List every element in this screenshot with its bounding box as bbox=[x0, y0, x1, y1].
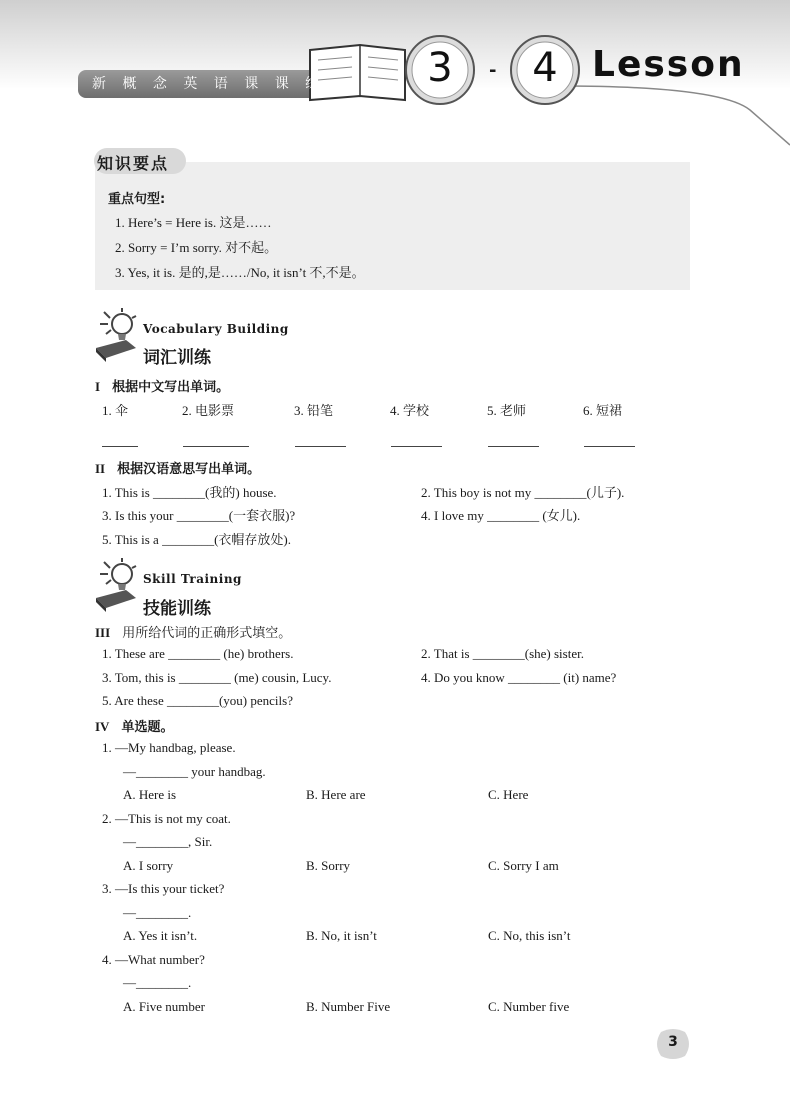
vocab-section-title-cn: 词汇训练 bbox=[143, 348, 211, 368]
mc-option-a[interactable]: A. I sorry bbox=[123, 858, 174, 873]
mc-option-a[interactable]: A. Five number bbox=[123, 999, 205, 1014]
lesson-start-number: 3 bbox=[427, 45, 453, 91]
fill-item: 5. Are these ________(you) pencils? bbox=[102, 693, 293, 708]
lightbulb-book-icon bbox=[92, 308, 140, 364]
mc-question: 4. —What number? bbox=[102, 952, 205, 967]
answer-blank[interactable] bbox=[183, 446, 249, 447]
mc-option-a[interactable]: A. Yes it isn’t. bbox=[123, 928, 198, 943]
mc-answer-line: —________ your handbag. bbox=[123, 764, 266, 779]
fill-item: 5. This is a ________(衣帽存放处). bbox=[102, 532, 291, 547]
lesson-dash: - bbox=[489, 60, 497, 81]
vocab-section-title-en: Vocabulary Building bbox=[143, 322, 289, 336]
question-3-number: III bbox=[95, 625, 111, 640]
mc-option-b[interactable]: B. Number Five bbox=[306, 999, 391, 1014]
fill-item: 3. Is this your ________(一套衣服)? bbox=[102, 508, 296, 523]
mc-answer-line: —________, Sir. bbox=[123, 834, 213, 849]
lesson-end-number: 4 bbox=[532, 45, 558, 91]
answer-blank[interactable] bbox=[584, 446, 635, 447]
mc-question: 3. —Is this your ticket? bbox=[102, 881, 225, 896]
question-3-heading bbox=[95, 622, 291, 641]
skill-section-title-en: Skill Training bbox=[143, 572, 242, 586]
key-point-line: 3. Yes, it is. 是的,是……/No, it isn’t 不,不是。 bbox=[115, 265, 365, 280]
fill-item: 2. This boy is not my ________(儿子). bbox=[421, 485, 625, 500]
fill-item: 1. This is ________(我的) house. bbox=[102, 485, 277, 500]
question-1-heading bbox=[95, 376, 229, 395]
mc-question: 2. —This is not my coat. bbox=[102, 811, 231, 826]
mc-option-c[interactable]: C. No, this isn’t bbox=[488, 928, 571, 943]
key-points-subtitle: 重点句型: bbox=[108, 192, 166, 207]
key-points-title: 知识要点 bbox=[97, 154, 170, 173]
vocab-item: 3. 铅笔 bbox=[294, 403, 334, 418]
fill-item: 4. I love my ________ (女儿). bbox=[421, 508, 581, 523]
answer-blank[interactable] bbox=[295, 446, 346, 447]
answer-blank[interactable] bbox=[102, 446, 138, 447]
question-4-number: IV bbox=[95, 719, 110, 734]
lesson-word: Lesson bbox=[592, 44, 745, 85]
vocab-item: 2. 电影票 bbox=[182, 403, 235, 418]
question-2-number: II bbox=[95, 461, 106, 476]
mc-option-c[interactable]: C. Number five bbox=[488, 999, 570, 1014]
fill-item: 4. Do you know ________ (it) name? bbox=[421, 670, 617, 685]
question-4-title: 单选题。 bbox=[121, 720, 174, 735]
mc-option-c[interactable]: C. Sorry I am bbox=[488, 858, 559, 873]
fill-item: 3. Tom, this is ________ (me) cousin, Lucy. bbox=[102, 670, 332, 685]
question-1-title: 根据中文写出单词。 bbox=[112, 380, 230, 395]
mc-answer-line: —________. bbox=[123, 975, 192, 990]
lightbulb-book-icon bbox=[92, 558, 140, 614]
question-4-heading bbox=[95, 716, 173, 735]
mc-option-a[interactable]: A. Here is bbox=[123, 787, 177, 802]
key-point-line: 2. Sorry = I’m sorry. 对不起。 bbox=[115, 240, 278, 255]
question-2-heading bbox=[95, 458, 260, 477]
mc-option-b[interactable]: B. Sorry bbox=[306, 858, 351, 873]
answer-blank[interactable] bbox=[488, 446, 539, 447]
question-1-number: I bbox=[95, 379, 101, 394]
skill-section-title-cn: 技能训练 bbox=[143, 599, 211, 619]
mc-answer-line: —________. bbox=[123, 905, 192, 920]
page-number: 3 bbox=[668, 1034, 678, 1050]
mc-option-b[interactable]: B. Here are bbox=[306, 787, 366, 802]
series-title: 新 概 念 英 语 课 课 练 1 bbox=[92, 76, 326, 120]
vocab-item: 5. 老师 bbox=[487, 403, 527, 418]
vocab-item: 6. 短裙 bbox=[583, 403, 623, 418]
question-2-title: 根据汉语意思写出单词。 bbox=[117, 462, 261, 477]
key-point-line: 1. Here’s = Here is. 这是…… bbox=[115, 215, 272, 230]
mc-option-c[interactable]: C. Here bbox=[488, 787, 529, 802]
fill-item: 1. These are ________ (he) brothers. bbox=[102, 646, 294, 661]
answer-blank[interactable] bbox=[391, 446, 442, 447]
vocab-item: 1. 伞 bbox=[102, 403, 129, 418]
mc-question: 1. —My handbag, please. bbox=[102, 740, 236, 755]
fill-item: 2. That is ________(she) sister. bbox=[421, 646, 584, 661]
mc-option-b[interactable]: B. No, it isn’t bbox=[306, 928, 377, 943]
vocab-item: 4. 学校 bbox=[390, 403, 430, 418]
question-3-title: 用所给代词的正确形式填空。 bbox=[122, 626, 292, 641]
